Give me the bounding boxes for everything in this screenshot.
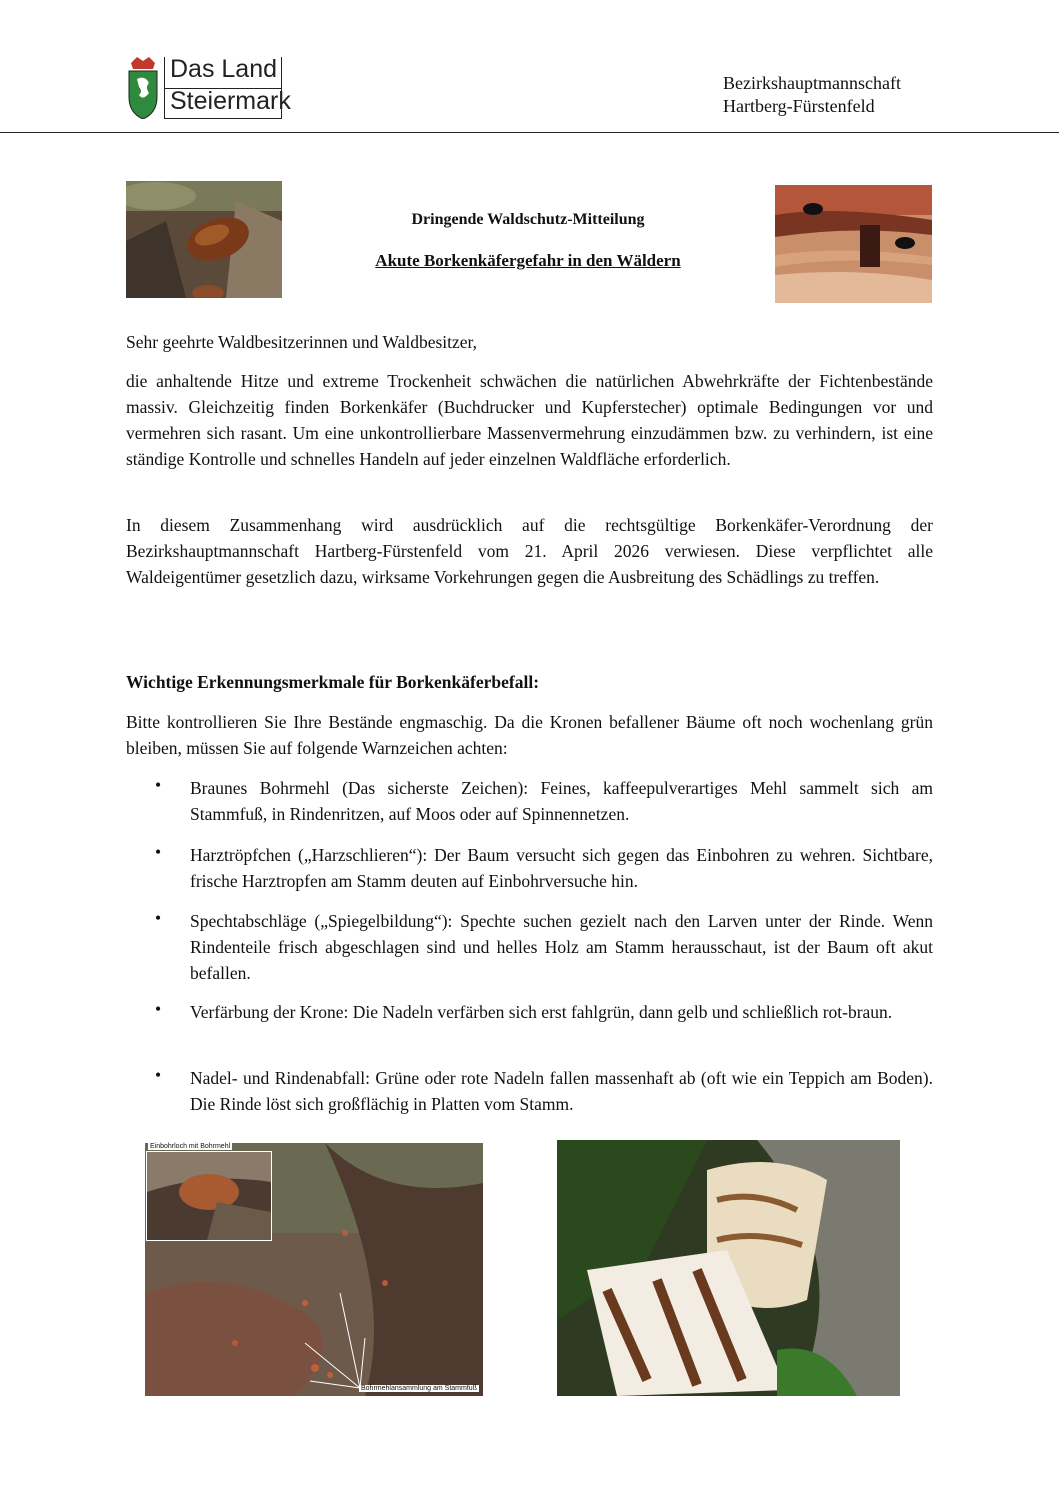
bark-galleries-photo xyxy=(557,1140,900,1396)
paragraph-1: die anhaltende Hitze und extreme Trockenheit schwächen die natürlichen Abwehrkräfte der Fichtenbestände massiv. Gleichzeitig finden Borkenkäfer (Buchdrucker und Kupferstecher) optimale Bedingungen vor und vermehren sich rasant. Um eine unkontrollierbare Massenvermehrung einzudämmen bzw. zu verhindern, ist eine ständige Kontrolle und schnelles Handeln auf jeder einzelnen Waldfläche erforderlich. xyxy=(126,371,933,469)
beetle-photo-right xyxy=(775,185,932,303)
salutation: Sehr geehrte Waldbesitzerinnen und Waldbesitzer, xyxy=(126,332,478,352)
header-divider xyxy=(0,132,1059,133)
bullet-marker: • xyxy=(155,775,162,795)
paragraph-2: In diesem Zusammenhang wird ausdrücklich auf die rechtsgültige Borkenkäfer-Verordnung der Bezirkshauptmannschaft Hartberg-Fürstenfeld vom 21. April 2026 verwiesen. Diese verpflichtet alle Waldeigentümer gesetzlich dazu, wirksame Vorkehrungen gegen die Ausbreitung des Schädlings zu treffen. xyxy=(126,515,933,587)
bark-photo-bohrmehl xyxy=(145,1143,483,1396)
authority-address xyxy=(723,72,901,118)
section-intro: Bitte kontrollieren Sie Ihre Bestände engmaschig. Da die Kronen befallener Bäume oft noch wochenlang grün bleiben, müssen Sie auf folgende Warnzeichen achten: xyxy=(126,712,933,758)
document-title: Dringende Waldschutz-Mitteilung xyxy=(411,211,645,228)
bullet-marker: • xyxy=(155,1065,162,1085)
list-item: Spechtabschläge („Spiegelbildung“): Spechte suchen gezielt nach den Larven unter der Rinde. Wenn Rindenteile frisch abgeschlagen sind und helles Holz am Stamm herausschaut, ist der Baum oft akut befallen. xyxy=(190,911,933,983)
bullet-marker: • xyxy=(155,842,162,862)
list-item: Verfärbung der Krone: Die Nadeln verfärben sich erst fahlgrün, dann gelb und schließlich rot-braun. xyxy=(190,1002,893,1022)
inset-caption: Einbohrloch mit Bohrmehl xyxy=(150,1143,231,1150)
document-subtitle: Akute Borkenkäfergefahr in den Wäldern xyxy=(375,251,681,270)
list-item: Nadel- und Rindenabfall: Grüne oder rote Nadeln fallen massenhaft ab (oft wie ein Teppich am Boden). Die Rinde löst sich großflächig in Platten vom Stamm. xyxy=(190,1068,933,1114)
logo-text-line1: Das Land xyxy=(170,55,278,83)
coat-of-arms-icon xyxy=(127,57,159,119)
logo-text-line2: Steiermark xyxy=(170,87,291,115)
authority-line1: Bezirkshauptmannschaft xyxy=(723,73,901,93)
bullet-marker: • xyxy=(155,999,162,1019)
arrows-caption: Bohrmehlansammlung am Stammfuß xyxy=(361,1385,477,1392)
list-item: Braunes Bohrmehl (Das sicherste Zeichen): Feines, kaffeepulverartiges Mehl sammelt sich am Stammfuß, in Rindenritzen, auf Moos oder auf Spinnennetzen. xyxy=(190,778,933,824)
bullet-marker: • xyxy=(155,908,162,928)
list-item: Harztröpfchen („Harzschlieren“): Der Baum versucht sich gegen das Einbohren zu wehren. Sichtbare, frische Harztropfen am Stamm deuten auf Einbohrversuche hin. xyxy=(190,845,933,891)
inset-photo xyxy=(146,1151,272,1241)
section-heading: Wichtige Erkennungsmerkmale für Borkenkäferbefall: xyxy=(126,672,540,692)
authority-line2: Hartberg-Fürstenfeld xyxy=(723,96,875,116)
beetle-photo-left xyxy=(126,181,282,298)
